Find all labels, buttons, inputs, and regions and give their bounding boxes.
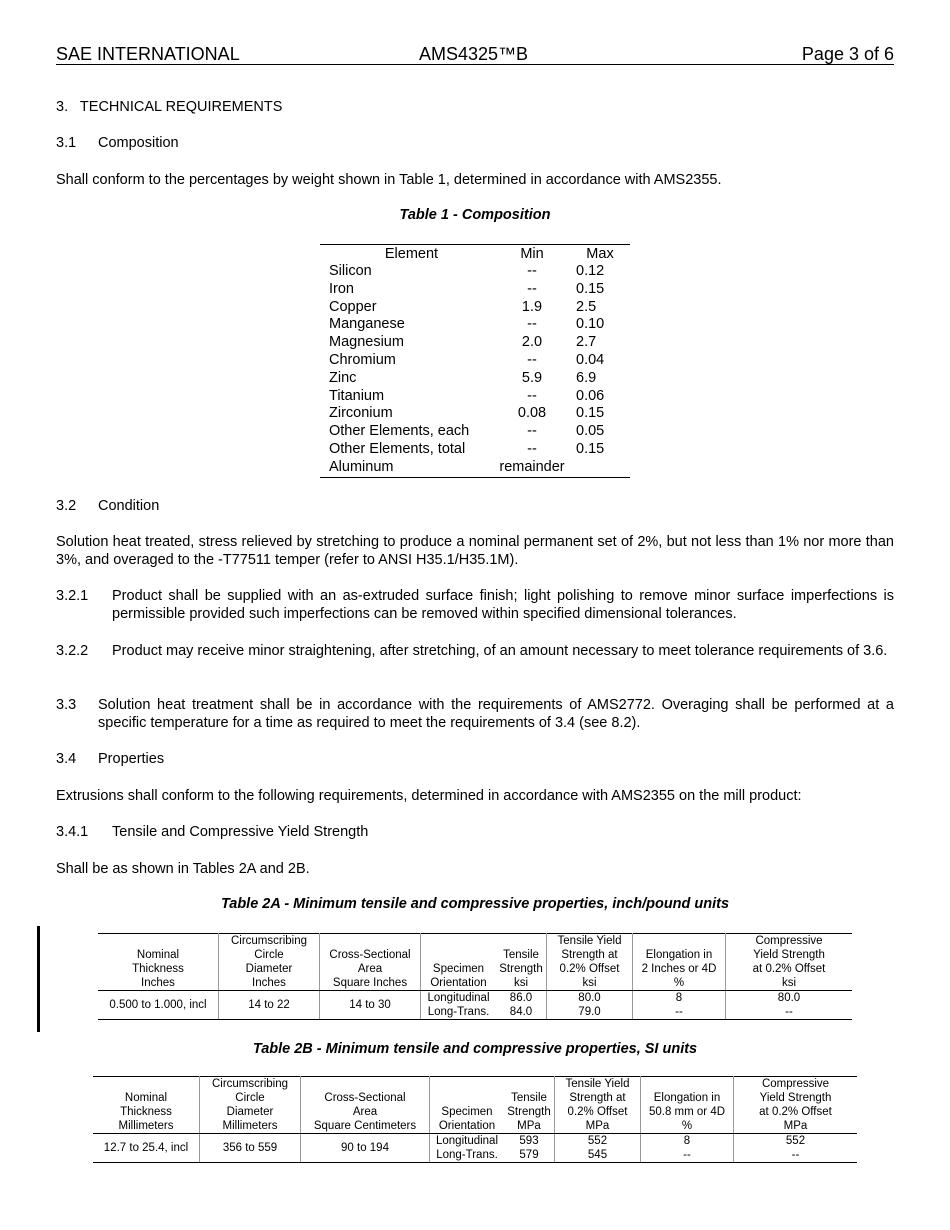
section-3-2-text: Solution heat treated, stress relieved by stretching to produce a nominal permanent set of 2%, but not less than 1% nor more than 3%, and overaged to the -T77511 temper (refer to ANSI H35.1/H35.1M). — [56, 534, 894, 568]
header-page-number: Page 3 of 6 — [801, 44, 894, 64]
table2a-header-line: ksi — [582, 977, 597, 989]
table2b-header-line: Nominal — [124, 1092, 168, 1104]
table1-row — [320, 352, 630, 370]
table1-cell-element: Iron — [329, 280, 354, 297]
table1-cell-element: Other Elements, total — [329, 440, 466, 457]
table1-cell-min: 0.08 — [517, 405, 547, 422]
table2b-header-0 — [93, 1077, 200, 1134]
table2a-area: 14 to 30 — [320, 991, 421, 1020]
table1-cell-element: Aluminum — [320, 459, 494, 477]
table2b-header-line: % — [681, 1120, 693, 1132]
table1-row — [320, 316, 630, 334]
table1-cell-min: -- — [527, 316, 537, 333]
table2b-elong-l: 8 — [641, 1134, 734, 1149]
table1-row — [320, 334, 630, 352]
section-3-4-title: Properties — [98, 751, 165, 767]
table2b-header-line: Circumscribing — [211, 1078, 289, 1090]
table2b-header-line: 50.8 mm or 4D — [648, 1106, 726, 1118]
table2b — [93, 1076, 857, 1163]
table2b-header-line: MPa — [585, 1120, 610, 1132]
revision-change-bar — [37, 926, 40, 1032]
table2b-orientation-l: Longitudinal — [435, 1135, 499, 1147]
table2b-header-line: Tensile Yield — [565, 1078, 630, 1090]
table2b-header-3 — [430, 1077, 505, 1134]
table2b-header-line: Strength at — [569, 1092, 626, 1104]
table1-row — [320, 405, 630, 423]
table2a-header-line: Inches — [252, 977, 286, 989]
table2a-header-line: Specimen — [432, 963, 485, 975]
table2a-header-line: Tensile Yield — [557, 935, 622, 947]
section-3-2-title: Condition — [98, 498, 160, 514]
table2b-tensile-l: 593 — [504, 1134, 555, 1149]
section-3-3-text: Solution heat treatment shall be in accordance with the requirements of AMS2772. Overaging shall be performed at a specific temperature for a time as required to meet the requirements of 3.4 (see 8.2). — [98, 697, 894, 731]
table2a-header-line: Circumscribing — [230, 935, 308, 947]
table2a-comp-lt: -- — [726, 1005, 853, 1020]
table1-cell-max: 0.15 — [576, 280, 605, 297]
table1-cell-element: Copper — [329, 298, 377, 315]
table1-cell-element: Silicon — [329, 263, 372, 279]
table2b-header-1 — [200, 1077, 301, 1134]
table1-cell-min: -- — [527, 387, 537, 404]
table2a-header-6 — [633, 934, 726, 991]
table2a-header-line: Tensile — [503, 949, 539, 961]
table2b-header-line: 0.2% Offset — [567, 1106, 628, 1118]
table2b-header-line: Yield Strength — [759, 1092, 832, 1104]
table1-cell-max: 0.12 — [576, 263, 605, 279]
table2a-title: Table 2A - Minimum tensile and compressive properties, inch/pound units — [220, 896, 730, 912]
section-3-2-2-text: Product may receive minor straightening, after stretching, of an amount necessary to meet tolerance requirements of 3.6. — [112, 643, 888, 659]
table1-cell-max: 0.15 — [576, 405, 605, 422]
table1-cell-max: 0.06 — [576, 387, 605, 404]
table1-cell-element: Chromium — [329, 351, 396, 368]
table2a-header-line: Yield Strength — [753, 949, 825, 961]
table2a-header-line: Area — [357, 963, 383, 975]
table2a-yield-lt: 79.0 — [547, 1005, 633, 1020]
section-3-4-number: 3.4 — [56, 751, 77, 767]
section-3-heading: 3. TECHNICAL REQUIREMENTS — [56, 99, 283, 115]
table2b-orientation-lt: Long-Trans. — [430, 1148, 505, 1163]
table1-cell-element: Zinc — [329, 369, 357, 386]
table1-cell-element: Zirconium — [329, 405, 393, 422]
table1-row — [320, 263, 630, 281]
table2b-header-2 — [301, 1077, 430, 1134]
table2b-diameter: 356 to 559 — [200, 1134, 301, 1163]
section-3-1-title: Composition — [98, 135, 179, 151]
table2b-header-line: Tensile — [511, 1092, 547, 1104]
table2b-header-line: Cross-Sectional — [324, 1092, 406, 1104]
table2b-header-line: Strength — [507, 1106, 551, 1118]
table1-cell-min: -- — [527, 263, 537, 279]
table2a-thickness: 0.500 to 1.000, incl — [98, 991, 219, 1020]
table1-row — [320, 281, 630, 299]
table2b-header-line: Elongation in — [653, 1092, 721, 1104]
table1-cell-min: -- — [527, 351, 537, 368]
table2b-area: 90 to 194 — [301, 1134, 430, 1163]
table2a-header-1 — [219, 934, 320, 991]
table2a-header-5 — [547, 934, 633, 991]
table1-cell-min: 1.9 — [521, 298, 543, 315]
table2a-header-2 — [320, 934, 421, 991]
table1-cell-element: Titanium — [329, 387, 385, 404]
table2b-thickness: 12.7 to 25.4, incl — [93, 1134, 200, 1163]
table2a-header-line: % — [673, 977, 685, 989]
table1-row — [320, 299, 630, 317]
table2b-header-line: Millimeters — [118, 1120, 174, 1132]
table2b-title: Table 2B - Minimum tensile and compressive properties, SI units — [252, 1041, 698, 1057]
section-3-2-1-number: 3.2.1 — [56, 588, 89, 604]
table1-header-max: Max — [570, 245, 630, 264]
section-3-4-1-title: Tensile and Compressive Yield Strength — [112, 824, 369, 840]
table2a-header-line: Strength — [499, 963, 543, 975]
table2a-header-line: Compressive — [755, 935, 823, 947]
table2b-yield-l: 552 — [555, 1134, 641, 1149]
table1-cell-max: 0.15 — [576, 440, 605, 457]
table2a-comp-l: 80.0 — [777, 992, 801, 1004]
table2b-header-line: Thickness — [120, 1106, 172, 1118]
table1-cell-max: 6.9 — [576, 369, 597, 386]
table1-row — [320, 370, 630, 388]
table2b-header-line: Diameter — [226, 1106, 274, 1118]
table2b-header-line: MPa — [783, 1120, 808, 1132]
table2a-header-7 — [726, 934, 853, 991]
table1-cell-max: 2.5 — [576, 298, 597, 315]
table2b-header-line: Specimen — [441, 1106, 493, 1118]
table2a-header-line: Thickness — [132, 963, 184, 975]
table2a-orientation-l: Longitudinal — [427, 992, 490, 1004]
table1-cell-min: -- — [527, 440, 537, 457]
table2a-header-3 — [421, 934, 497, 991]
section-3-4-text: Extrusions shall conform to the following requirements, determined in accordance with AMS2355 on the mill product: — [56, 788, 802, 804]
table2b-comp-l: 552 — [785, 1135, 806, 1147]
table2b-tensile-lt: 579 — [504, 1148, 555, 1163]
table1-cell-max — [570, 459, 630, 477]
section-3-4-1-number: 3.4.1 — [56, 824, 89, 840]
table2a-diameter: 14 to 22 — [219, 991, 320, 1020]
table2b-header-line: Compressive — [761, 1078, 830, 1090]
table2b-elong-lt: -- — [641, 1148, 734, 1163]
table2a-orientation-lt: Long-Trans. — [421, 1005, 497, 1020]
table2b-header-7 — [734, 1077, 858, 1134]
table2a-header-line: at 0.2% Offset — [752, 963, 826, 975]
table2b-comp-lt: -- — [734, 1148, 858, 1163]
table1-cell-min: 2.0 — [521, 334, 543, 351]
table2b-header-line: Circle — [235, 1092, 265, 1104]
table2a-header-0 — [98, 934, 219, 991]
table1-cell-element: Manganese — [329, 316, 405, 333]
table1-body — [320, 263, 630, 477]
table2b-header-line: Millimeters — [222, 1120, 278, 1132]
section-3-3-number: 3.3 — [56, 697, 77, 713]
table2a-header-line: 2 Inches or 4D — [641, 963, 717, 975]
table2a-tensile-l: 86.0 — [496, 991, 547, 1006]
table2b-header-line: MPa — [517, 1120, 541, 1132]
table2b-header-5 — [555, 1077, 641, 1134]
table2a — [98, 933, 852, 1020]
section-3-4-1-text: Shall be as shown in Tables 2A and 2B. — [56, 861, 310, 877]
table2a-header-line: ksi — [513, 977, 529, 989]
table2a-header-line: Nominal — [136, 949, 180, 961]
table1-cell-element: Other Elements, each — [329, 423, 470, 440]
table2a-header-line: Diameter — [245, 963, 293, 975]
table1-header-element: Element — [320, 245, 494, 264]
header-org: SAE INTERNATIONAL — [56, 44, 240, 64]
table2a-elong-l: 8 — [633, 991, 726, 1006]
table2a-elong-lt: -- — [633, 1005, 726, 1020]
table2b-header-6 — [641, 1077, 734, 1134]
section-3-1-text: Shall conform to the percentages by weight shown in Table 1, determined in accordance with AMS2355. — [56, 172, 722, 188]
table1-cell-min: 5.9 — [521, 369, 543, 386]
header-rule — [56, 64, 894, 65]
table2a-header-line: Square Inches — [332, 977, 408, 989]
table1-cell-element: Magnesium — [329, 334, 404, 351]
composition-table — [320, 244, 630, 478]
table2a-header-line: Orientation — [430, 977, 487, 989]
section-3-2-number: 3.2 — [56, 498, 77, 514]
section-3-1-number: 3.1 — [56, 135, 77, 151]
section-3-2-1-text: Product shall be supplied with an as-extruded surface finish; light polishing to remove minor surface imperfections is permissible provided such imperfections can be removed within specified dimensional tolerances. — [112, 588, 894, 622]
table2a-header-line: Circle — [254, 949, 284, 961]
table2b-header-line: at 0.2% Offset — [759, 1106, 832, 1118]
table1-row — [320, 459, 630, 477]
table1-cell-min: -- — [527, 280, 537, 297]
table1-row — [320, 423, 630, 441]
table2a-header-line: 0.2% Offset — [559, 963, 620, 975]
table1-title: Table 1 - Composition — [399, 207, 551, 223]
table2a-header-4 — [496, 934, 547, 991]
table2b-header-line: Orientation — [438, 1120, 496, 1132]
section-3-2-2-number: 3.2.2 — [56, 643, 89, 659]
table2b-header-4 — [504, 1077, 555, 1134]
table2a-tensile-lt: 84.0 — [496, 1005, 547, 1020]
table1-header-min: Min — [494, 245, 570, 264]
table2b-yield-lt: 545 — [555, 1148, 641, 1163]
header-doc-number: AMS4325™B — [419, 44, 529, 64]
table1-cell-max: 0.04 — [576, 351, 605, 368]
table1-cell-max: 0.05 — [576, 423, 605, 440]
table2a-yield-l: 80.0 — [547, 991, 633, 1006]
table2a-header-line: Inches — [141, 977, 175, 989]
table2b-header-line: Area — [352, 1106, 378, 1118]
table1-row — [320, 388, 630, 406]
table2b-header-line: Square Centimeters — [313, 1120, 417, 1132]
table2a-header-line: Strength at — [561, 949, 618, 961]
table1-cell-max: 0.10 — [576, 316, 605, 333]
table2a-header-line: ksi — [781, 977, 797, 989]
table1-cell-min: remainder — [494, 459, 570, 477]
table2a-header-line: Cross-Sectional — [329, 949, 411, 961]
table1-row — [320, 441, 630, 459]
table1-cell-min: -- — [527, 423, 537, 440]
table1-cell-max: 2.7 — [576, 334, 597, 351]
table2a-header-line: Elongation in — [645, 949, 713, 961]
